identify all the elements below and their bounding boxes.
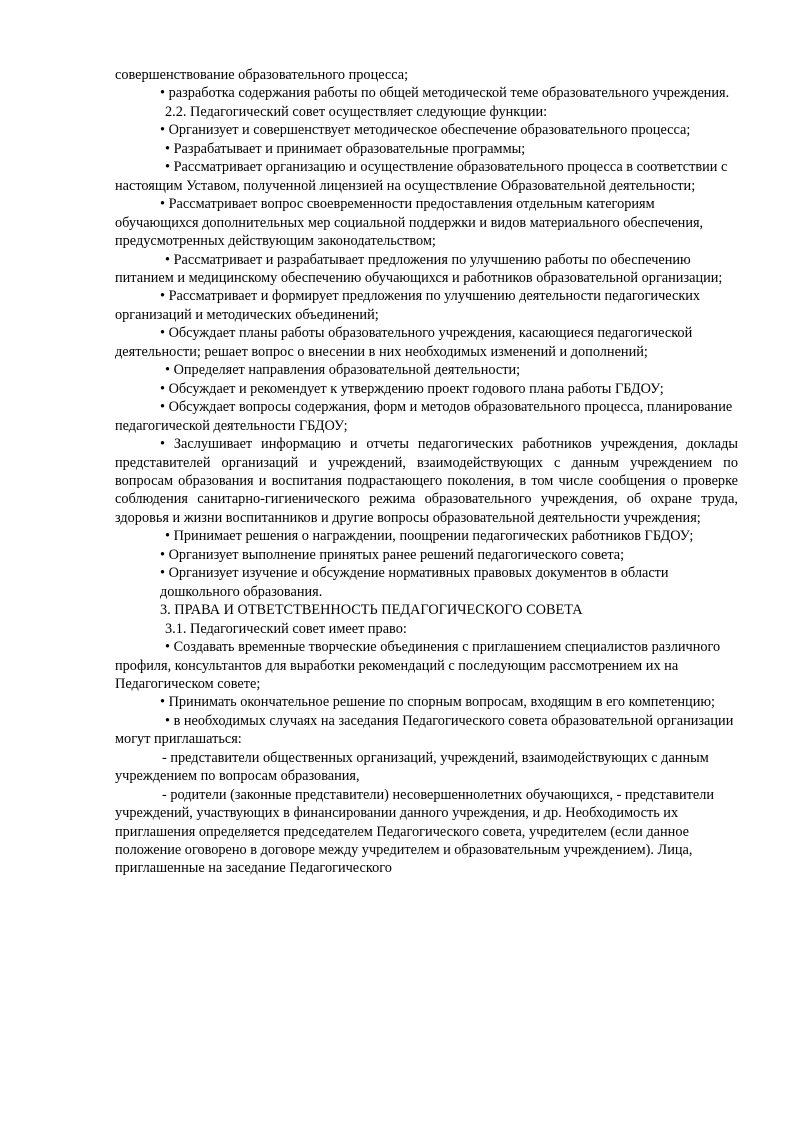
dash-item: - представители общественных организаций, учреждений, взаимодействующих с данным учреждением по вопросам образования, <box>115 749 709 785</box>
bullet-item: • Обсуждает и рекомендует к утверждению проект годового плана работы ГБДОУ; <box>160 380 664 397</box>
bullet-item: • Рассматривает организацию и осуществление образовательного процесса в соответствии с настоящим Уставом, полученной лицензией на осуществление Образовательной деятельности; <box>115 159 728 194</box>
bullet-item: • Принимать окончательное решение по спорным вопросам, входящим в его компетенцию; <box>160 694 715 711</box>
bullet-item: • Организует выполнение принятых ранее решений педагогического совета; <box>160 546 625 563</box>
bullet-item: • Рассматривает вопрос своевременности предоставления отдельным категориям обучающихся дополнительных мер социальной поддержки и видов материального обеспечения, предусмотренных действующим законодательством; <box>115 196 704 250</box>
bullet-item: • Разрабатывает и принимает образовательные программы; <box>165 140 526 157</box>
dash-item: - родители (законные представители) несовершеннолетних обучающихся, - представители учреждений, участвующих в финансировании данного учреждения, и др. Необходимость их приглашения определяется председателем Педагогического совета, учредителем (если данное положение оговорено в договоре между учредителем и образовательным учреждением). Лица, приглашенные на заседание Педагогического <box>115 786 715 877</box>
bullet-item: • Определяет направления образовательной деятельности; <box>165 362 521 379</box>
bullet-item: • Принимает решения о награждении, поощрении педагогических работников ГБДОУ; <box>165 528 694 545</box>
section-subheading: 2.2. Педагогический совет осуществляет следующие функции: <box>165 103 548 120</box>
bullet-item: • Обсуждает планы работы образовательного учреждения, касающиеся педагогической деятельности; решает вопрос о внесении в них необходимых изменений и дополнений; <box>115 325 693 360</box>
bullet-item: • Рассматривает и формирует предложения по улучшению деятельности педагогических организаций и методических объединений; <box>115 288 701 323</box>
bullet-item: • Создавать временные творческие объединения с приглашением специалистов различного профиля, консультантов для выработки рекомендаций с последующим рассмотрением их на Педагогическом совете; <box>115 639 721 692</box>
bullet-item: • Организует изучение и обсуждение нормативных правовых документов в области дошкольного образования. <box>160 565 669 600</box>
section-heading: 3. ПРАВА И ОТВЕТСТВЕННОСТЬ ПЕДАГОГИЧЕСКОГО СОВЕТА <box>160 602 583 619</box>
bullet-item: • Рассматривает и разрабатывает предложения по улучшению работы по обеспечению питанием и медицинскому обеспечению обучающихся и работников образовательной организации; <box>115 251 723 286</box>
bullet-item: • в необходимых случаях на заседания Педагогического совета образовательной организации могут приглашаться: <box>115 712 734 748</box>
section-subheading: 3.1. Педагогический совет имеет право: <box>165 620 407 637</box>
bullet-item: • Обсуждает вопросы содержания, форм и методов образовательного процесса, планирование педагогической деятельности ГБДОУ; <box>115 399 733 434</box>
bullet-item: • Организует и совершенствует методическое обеспечение образовательного процесса; <box>160 122 691 139</box>
bullet-item: • разработка содержания работы по общей методической теме образовательного учреждения. <box>160 85 730 102</box>
bullet-item: • Заслушивает информацию и отчеты педагогических работников учреждения, доклады представителей организаций и учреждений, взаимодействующих с данным учреждением по вопросам образования и воспитания подрастающего поколения, в том числе сообщения о проверке соблюдения санитарно-гигиенического режима образовательного учреждения, об охране труда, здоровья и жизни воспитанников и другие вопросы образовательной деятельности учреждения; <box>115 436 738 526</box>
paragraph: совершенствование образовательного процесса; <box>115 67 409 83</box>
